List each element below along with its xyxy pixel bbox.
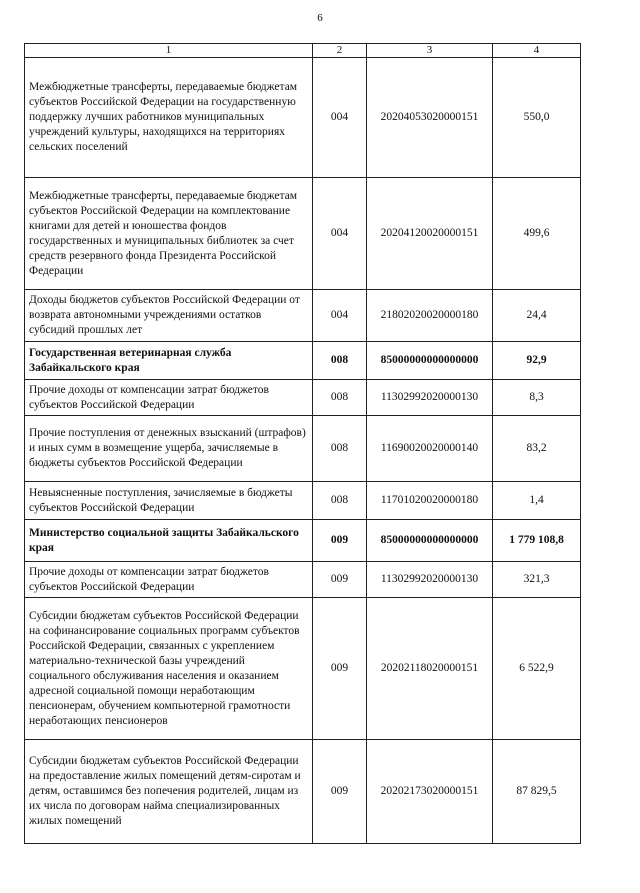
admin-code: 008 — [313, 482, 367, 520]
amount: 87 829,5 — [493, 740, 581, 844]
admin-code: 009 — [313, 740, 367, 844]
amount: 92,9 — [493, 342, 581, 380]
table-row — [25, 520, 581, 562]
classification-code: 20202173020000151 — [367, 740, 493, 844]
classification-code: 20204120020000151 — [367, 178, 493, 290]
table-row — [25, 342, 581, 380]
table-row — [25, 416, 581, 482]
admin-code: 008 — [313, 380, 367, 416]
classification-code: 85000000000000000 — [367, 342, 493, 380]
column-header-1: 1 — [25, 44, 313, 58]
revenue-name: Прочие поступления от денежных взысканий (штрафов) и иных сумм в возмещение ущерба, зачисляемые в бюджеты субъектов Российской Федерации — [25, 416, 313, 482]
admin-code: 009 — [313, 562, 367, 598]
admin-code: 004 — [313, 290, 367, 342]
classification-code: 85000000000000000 — [367, 520, 493, 562]
admin-code: 008 — [313, 416, 367, 482]
revenue-name: Государственная ветеринарная служба Забайкальского края — [25, 342, 313, 380]
amount: 321,3 — [493, 562, 581, 598]
revenue-name: Межбюджетные трансферты, передаваемые бюджетам субъектов Российской Федерации на государственную поддержку лучших работников муниципальных учреждений культуры, находящихся на территориях сельских поселений — [25, 58, 313, 178]
budget-revenue-table — [24, 43, 581, 844]
revenue-name: Прочие доходы от компенсации затрат бюджетов субъектов Российской Федерации — [25, 380, 313, 416]
column-header-3: 3 — [367, 44, 493, 58]
amount: 499,6 — [493, 178, 581, 290]
column-header-2: 2 — [313, 44, 367, 58]
classification-code: 11302992020000130 — [367, 380, 493, 416]
revenue-name: Доходы бюджетов субъектов Российской Федерации от возврата автономными учреждениями остатков субсидий прошлых лет — [25, 290, 313, 342]
table-row — [25, 178, 581, 290]
admin-code: 008 — [313, 342, 367, 380]
table-row — [25, 290, 581, 342]
table-row — [25, 482, 581, 520]
amount: 8,3 — [493, 380, 581, 416]
admin-code: 004 — [313, 58, 367, 178]
table-row — [25, 58, 581, 178]
amount: 6 522,9 — [493, 598, 581, 740]
classification-code: 20202118020000151 — [367, 598, 493, 740]
revenue-name: Субсидии бюджетам субъектов Российской Федерации на софинансирование социальных программ субъектов Российской Федерации, связанных с укреплением материально-технической базы учреждений социального обслуживания населения и оказанием адресной социальной помощи неработающим пенсионерам, обучением компьютерной грамотности неработающих пенсионеров — [25, 598, 313, 740]
admin-code: 009 — [313, 598, 367, 740]
revenue-name: Субсидии бюджетам субъектов Российской Федерации на предоставление жилых помещений детям-сиротам и детям, оставшимся без попечения родителей, лицам из их числа по договорам найма специализированных жилых помещений — [25, 740, 313, 844]
column-header-4: 4 — [493, 44, 581, 58]
amount: 83,2 — [493, 416, 581, 482]
revenue-name: Министерство социальной защиты Забайкальского края — [25, 520, 313, 562]
page-number: 6 — [317, 12, 323, 24]
header-row — [25, 44, 581, 58]
classification-code: 21802020020000180 — [367, 290, 493, 342]
table-row — [25, 380, 581, 416]
amount: 1,4 — [493, 482, 581, 520]
table-row — [25, 562, 581, 598]
revenue-name: Невыясненные поступления, зачисляемые в бюджеты субъектов Российской Федерации — [25, 482, 313, 520]
classification-code: 11690020020000140 — [367, 416, 493, 482]
classification-code: 20204053020000151 — [367, 58, 493, 178]
admin-code: 009 — [313, 520, 367, 562]
amount: 1 779 108,8 — [493, 520, 581, 562]
revenue-name: Межбюджетные трансферты, передаваемые бюджетам субъектов Российской Федерации на комплектование книгами для детей и юношества фондов государственных и муниципальных библиотек за счет средств резервного фонда Президента Российской Федерации — [25, 178, 313, 290]
classification-code: 11302992020000130 — [367, 562, 493, 598]
amount: 24,4 — [493, 290, 581, 342]
table-row — [25, 740, 581, 844]
amount: 550,0 — [493, 58, 581, 178]
classification-code: 11701020020000180 — [367, 482, 493, 520]
revenue-name: Прочие доходы от компенсации затрат бюджетов субъектов Российской Федерации — [25, 562, 313, 598]
table-row — [25, 598, 581, 740]
admin-code: 004 — [313, 178, 367, 290]
